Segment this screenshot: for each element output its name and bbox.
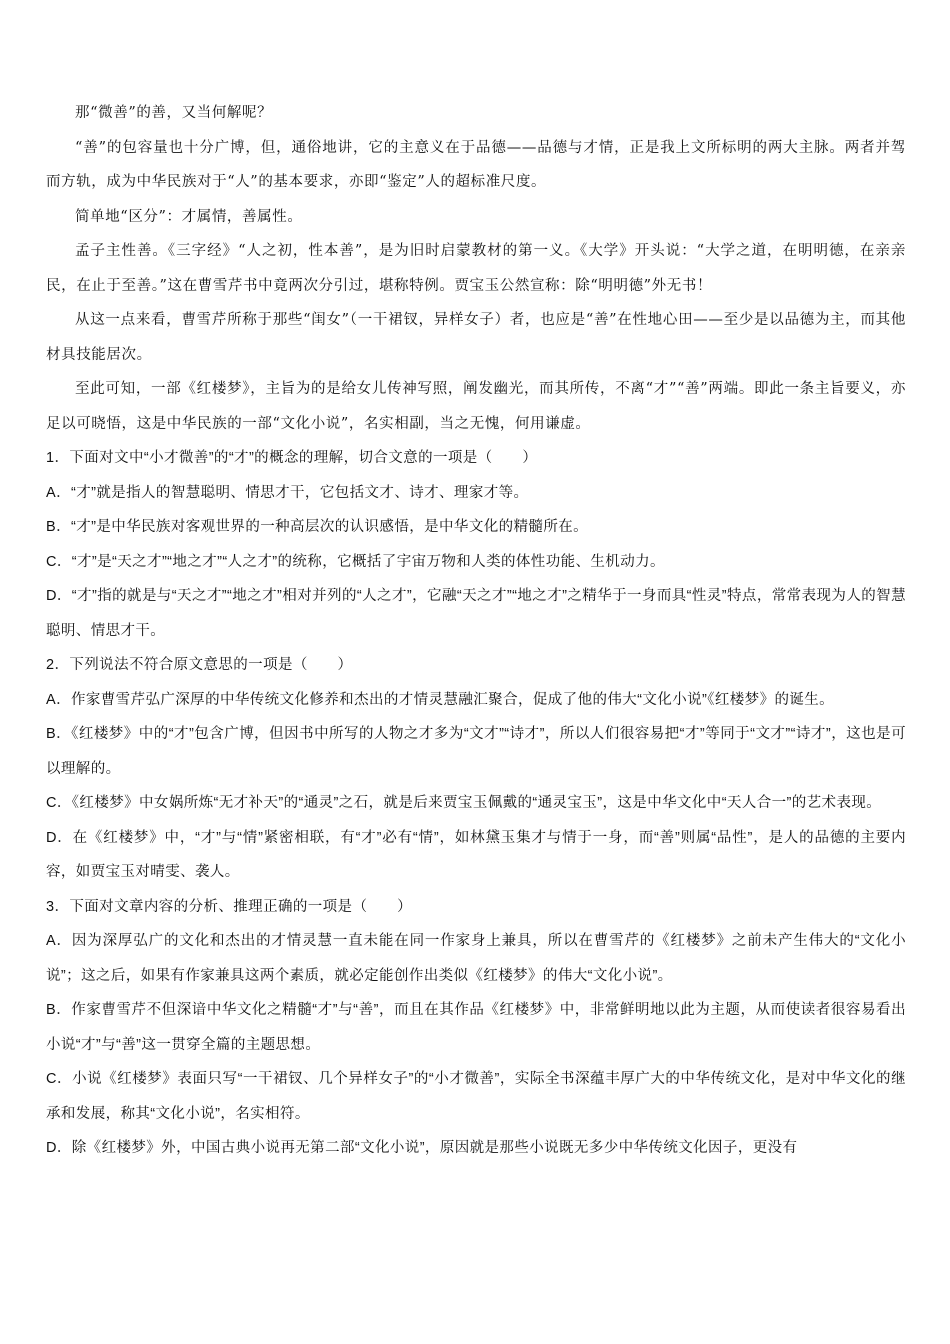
passage-paragraph: 孟子主性善。《三字经》“人之初，性本善”，是为旧时启蒙教材的第一义。《大学》开头说：“大学之道，在明明德，在亲亲民，在止于至善。”这在曹雪芹书中竟两次分引过，堪称特例。贾宝玉公然宣称：除“明明德”外无书！ [46,243,906,294]
question-stem: 3．下面对文章内容的分析、推理正确的一项是（ ） [46,898,413,915]
option-b: B．“才”是中华民族对客观世界的一种高层次的认识感悟，是中华文化的精髓所在。 [46,519,589,535]
passage-paragraph: 简单地“区分”：才属情，善属性。 [75,208,303,225]
option-a: A．“才”就是指人的智慧聪明、情思才干，它包括文才、诗才、理家才等。 [46,484,529,501]
passage-paragraph: 从这一点来看，曹雪芹所称于那些“闺女”（一干裙钗，异样女子）者，也应是“善”在性地心田——至少是以品德为主，而其他材具技能居次。 [46,312,906,363]
option-b: B．《红楼梦》中的“才”包含广博，但因书中所写的人物之才多为“文才”“诗才”，所以人们很容易把“才”等同于“文才”“诗才”，这也是可以理解的。 [46,726,906,777]
option-d: D．在《红楼梦》中，“才”与“情”紧密相联，有“才”必有“情”，如林黛玉集才与情于一身，而“善”则属“品性”，是人的品德的主要内容，如贾宝玉对晴雯、袭人。 [46,829,906,880]
passage-paragraph: 至此可知，一部《红楼梦》，主旨为的是给女儿传神写照，阐发幽光，而其所传，不离“才”“善”两端。即此一条主旨要义，亦足以可晓悟，这是中华民族的一部“文化小说”，名实相副，当之无愧，何用谦虚。 [46,381,906,432]
option-c: C．《红楼梦》中女娲所炼“无才补天”的“通灵”之石，就是后来贾宝玉佩戴的“通灵宝玉”，这是中华文化中“天人合一”的艺术表现。 [46,795,882,811]
option-c: C．小说《红楼梦》表面只写“一干裙钗、几个异样女子”的“小才微善”，实际全书深蕴丰厚广大的中华传统文化，是对中华文化的继承和发展，称其“文化小说”，名实相符。 [46,1071,906,1122]
option-d: D．除《红楼梦》外，中国古典小说再无第二部“文化小说”，原因就是那些小说既无多少中华传统文化因子，更没有 [46,1140,798,1156]
question-1 [46,441,906,648]
option-b: B．作家曹雪芹不但深谙中华文化之精髓“才”与“善”，而且在其作品《红楼梦》中，非常鲜明地以此为主题，从而使读者很容易看出小说“才”与“善”这一贯穿全篇的主题思想。 [46,1002,906,1053]
option-a: A．作家曹雪芹弘广深厚的中华传统文化修养和杰出的才情灵慧融汇聚合，促成了他的伟大“文化小说”《红楼梦》的诞生。 [46,691,835,708]
question-2 [46,648,906,890]
question-3 [46,890,906,1166]
page-content [46,96,906,1166]
option-d: D．“才”指的就是与“天之才”“地之才”相对并列的“人之才”，它融“天之才”“地之才”之精华于一身而具“性灵”特点，常常表现为人的智慧聪明、情思才干。 [46,588,906,639]
option-c: C．“才”是“天之才”“地之才”“人之才”的统称，它概括了宇宙万物和人类的体性功能、生机动力。 [46,553,665,570]
reading-passage [46,96,906,441]
question-stem: 2．下列说法不符合原文意思的一项是（ ） [46,657,353,673]
question-stem: 1．下面对文中“小才微善”的“才”的概念的理解，切合文意的一项是（ ） [46,450,538,466]
passage-paragraph: 那“微善”的善，又当何解呢？ [75,105,273,121]
passage-paragraph: “善”的包容量也十分广博，但，通俗地讲，它的主意义在于品德——品德与才情，正是我上文所标明的两大主脉。两者并驾而方轨，成为中华民族对于“人”的基本要求，亦即“鉴定”人的超标准尺度。 [46,139,906,190]
option-a: A．因为深厚弘广的文化和杰出的才情灵慧一直未能在同一作家身上兼具，所以在曹雪芹的《红楼梦》之前未产生伟大的“文化小说”；这之后，如果有作家兼具这两个素质，就必定能创作出类似《红楼梦》的伟大“文化小说”。 [46,933,906,984]
